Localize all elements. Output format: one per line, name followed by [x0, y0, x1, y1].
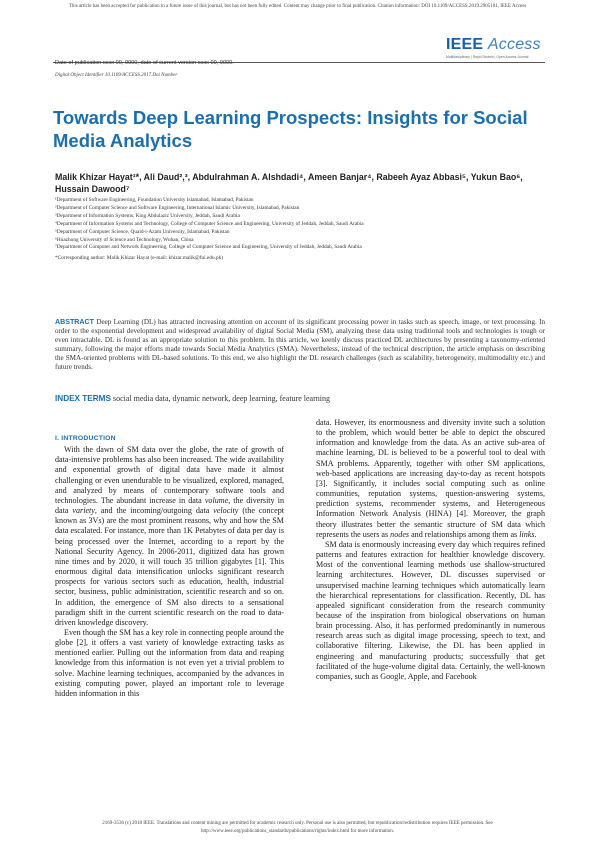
- affiliation-3: ³Department of Information Systems, King Abdulaziz University, Jeddah, Saudi Arabia: [55, 212, 240, 219]
- footer-line-2: http://www.ieee.org/publications_standards/publications/rights/index.html for more information.: [200, 828, 395, 834]
- index-terms-label: INDEX TERMS: [55, 394, 111, 403]
- copyright-footer: [30, 820, 565, 835]
- abstract-label: ABSTRACT: [55, 318, 95, 326]
- paper-title: Towards Deep Learning Prospects: Insights for Social Media Analytics: [53, 107, 528, 151]
- intro-paragraph-2: Even though the SM has a key role in connecting people around the globe [2], it offers a vast variety of knowledge extracting tasks as mentioned earlier. Pulling out the information from data and reaping knowledge from this information is not even yet a trivial problem to solve. Machine learning techniques, accompanied by the advances in existing computing power, played an important role to leverage hidden information in this: [55, 627, 284, 698]
- left-column: [55, 434, 284, 699]
- affiliation-4: ⁴Department of Information Systems and Technology, College of Computer Science and Engineering, University of Jeddah, Jeddah, Saudi Arabia: [55, 220, 364, 227]
- abstract: [55, 318, 545, 373]
- logo-ieee-text: IEEE: [446, 36, 484, 53]
- logo-access-text: Access: [487, 36, 541, 53]
- abstract-text: Deep Learning (DL) has attracted increasing attention on account of its significant processing power in tasks such as speech, image, or text processing. In order to the exponential development and widespread availability of digital Social Media (SM), analyzing these data using traditional tools and technologies is tough or even intractable. DL is found as an appropriate solution to this problem. In this article, we keenly discuss practiced DL architectures by presenting a taxonomy-oriented summary, following the major efforts made towards Social Media Analytics (SMA). Nevertheless, instead of the technical description, the article emphasis on describing the SMA-oriented problems with DL-based solutions. To this end, we also highlight the DL research challenges (such as scalability, heterogeneity, multimodality etc.) and future trends.: [55, 318, 545, 372]
- footer-line-1: 2169-3536 (c) 2018 IEEE. Translations and content mining are permitted for academic research only. Personal use is also permitted, but republication/redistribution requires IEEE permission. See: [102, 821, 493, 826]
- publication-notice: This article has been accepted for publication in a future issue of this journal, but has not been fully edited. Content may change prior to final publication. Citation information: DOI 10.1109/ACCESS.2019.2905101, IEEE Access: [68, 4, 527, 9]
- corresponding-author: *Corresponding author: Malik Khizar Hayat (e-mail: khizar.malik@fui.edu.pk): [55, 255, 224, 262]
- affiliation-1: ¹Department of Software Engineering, Foundation University Islamabad, Islamabad, Pakistan: [55, 197, 254, 203]
- intro-paragraph-4: SM data is enormously increasing every day which requires refined patterns and features extraction for healthier knowledge discovery. Most of the conventional learning methods use shallow-structured learning architectures. However, DL discusses supervised or unsupervised machine learning techniques which automatically learn the hierarchical representations for classification. Recently, DL has appealed significant consideration from the research community because of the inspiration from biological observations on human brain processing. Also, it has performed predominantly in numerous research areas such as digital image processing, speech to text, and collaborative filtering. Likewise, the DL has been applied in engineering and manufacturing products; successfully that get facilitated of the huge-volume digital data. Certainly, the well-known companies, such as Google, Apple, and Facebook: [316, 539, 545, 681]
- affiliation-5: ⁵Department of Computer Science, Quaid-i-Azam University, Islamabad, Pakistan: [55, 228, 230, 235]
- right-column: [316, 418, 545, 682]
- affiliation-7: ⁷Department of Computer and Network Engineering, College of Computer Science and Engineering, University of Jeddah, Jeddah, Saudi Arabia: [55, 244, 362, 251]
- affiliation-6: ⁶Huazhong University of Science and Technology, Wuhan, China: [55, 236, 194, 243]
- ieee-access-logo: [446, 36, 546, 64]
- doi-line: Digital Object Identifier 10.1109/ACCESS.2017.Doi Number: [55, 73, 178, 78]
- section-heading-introduction: I. INTRODUCTION: [55, 435, 116, 442]
- index-terms-text: social media data, dynamic network, deep learning, feature learning: [112, 394, 330, 403]
- intro-paragraph-1: With the dawn of SM data over the globe, the rate of growth of data-intensive problems has also been increased. The wide availability and exponential growth of digital data have made it almost challenging or even unendurable to be visualized, explored, managed, and analyzed by means of contemporary software tools and technologies. The abundant increase in data volume, the diversity in data variety, and the incoming/outgoing data velocity (the concept known as 3Vs) are the most prominent reasons, why and how the SM data escalated. For instance, more than 1K Petabytes of data per day is being processed over the Internet, according to a report by the National Security Agency. In 2006-2011, digitized data has grown nine times and by 2020, it will touch 35 trillion gigabytes [1]. This enormous digital data intensification unlocks significant research prospects for various sectors such as education, health, industrial sector, business, public administration, scientific research and so on. In addition, the emergence of SM also directs to a sensational paradigm shift in the current scientific research on the road to data-driven knowledge discovery.: [55, 445, 285, 627]
- author-list: Malik Khizar Hayat¹*, Ali Daud²,³, Abdulrahman A. Alshdadi⁴, Ameen Banjar⁴, Rabeeh Ayaz Abbasi⁵, Yukun Bao⁶, Hussain Dawood⁷: [55, 172, 523, 194]
- index-terms: [55, 394, 545, 404]
- intro-paragraph-3: data. However, its enormousness and diversity invite such a solution to the problem, which would better be able to depict the obscured information and knowledge from the data. As an active sub-area of machine learning, DL is believed to be a powerful tool to deal with SMA problems. Apparently, together with other SM applications, web-based applications are increasing day-to-day as recent hotspots [3]. Significantly, it includes social computing such as online communities, reputation systems, question-answering systems, prediction systems, recommender systems, and Heterogeneous Information Network Analysis (HINA) [4]. Moreover, the graph theory illustrates better the semantic structure of SM data which represents the users as nodes and relationships among them as links.: [316, 418, 545, 539]
- affiliations: [55, 197, 545, 263]
- affiliation-2: ²Department of Computer Science and Software Engineering, International Islamic University, Islamabad, Pakistan: [55, 204, 300, 211]
- logo-tagline: Multidisciplinary | Rapid Review | Open Access Journal: [446, 55, 529, 59]
- publication-date: Date of publication xxxx 00, 0000, date of current version xxxx 00, 0000.: [55, 60, 234, 66]
